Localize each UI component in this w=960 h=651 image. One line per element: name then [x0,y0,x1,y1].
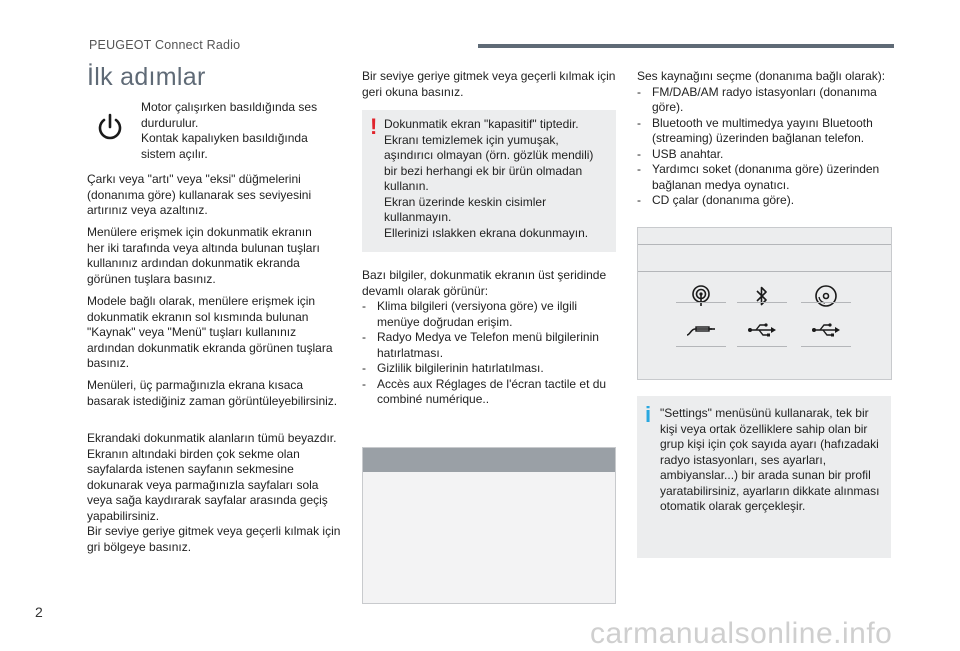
menus-paragraph: Menülere erişmek için dokunmatik ekranın her iki tarafında veya altında bulunan tuşları kullanınız ardından dokunmatik ekranda görünen tuşlara basınız. [87,225,320,286]
list-item: - FM/DAB/AM radyo istasyonları (donanıma göre). [637,85,899,116]
page-number: 2 [35,604,43,620]
power-icon [95,112,125,142]
screen-divider [638,271,891,272]
list-item: - Accès aux Réglages de l'écran tactile et du combiné numérique.. [362,377,624,408]
icon-underline [737,302,787,303]
page-title: İlk adımlar [87,63,206,91]
watermark: carmanualsonline.info [590,617,893,650]
power-text: Motor çalışırken basıldığında ses durdurulur. Kontak kapalıyken basıldığında sistem açılır. [141,100,318,161]
warning-icon: ! [370,114,378,139]
source-screen-illustration [637,227,892,380]
list-item: - Radyo Medya ve Telefon menü bilgilerinin hatırlatması. [362,330,624,361]
warning-text: Dokunmatik ekran "kapasitif" tiptedir. Ekranı temizlemek için yumuşak, aşındırıcı olmayan (örn. gözlük mendili) bir bezi herhangi ek bir ürün olmadan kullanın. Ekran üzerinde keskin cisimler kullanmayın. Ellerinizi ıslakken ekrana dokunmayın. [384,117,594,240]
list-item: - Bluetooth ve multimedya yayını Bluetooth (streaming) üzerinden bağlanan telefon. [637,116,899,147]
source-list [637,85,899,209]
status-bar-paragraph: Bazı bilgiler, dokunmatik ekranın üst şeridinde devamlı olarak görünür: - Klima bilgileri (versiyona göre) ve ilgili menüye doğrudan erişim. - Radyo Medya ve Telefon menü bilgilerinin hatırlatması. - Gizlilik bilgilerinin hatırlatılması. - Accès aux Réglages de l'écran tactile et du combiné numérique.. [362,268,624,408]
three-finger-paragraph: Menüleri, üç parmağınızla ekrana kısaca basarak istediğiniz zaman görüntüleyebilirsiniz. [87,378,338,408]
icon-underline [676,302,726,303]
header-rule [478,44,894,48]
list-item: - Gizlilik bilgilerinin hatırlatılması. [362,361,624,377]
list-item: - Yardımcı soket (donanıma göre) üzerinden bağlanan medya oynatıcı. [637,162,899,193]
aux-jack-icon[interactable] [681,310,721,350]
list-item: - Klima bilgileri (versiyona göre) ve ilgili menüye doğrudan erişim. [362,299,624,330]
gray-header-band [363,448,615,472]
back-arrow-paragraph: Bir seviye geriye gitmek veya geçerli kılmak için geri okuna basınız. [362,69,616,99]
volume-paragraph: Çarkı veya "artı" veya "eksi" düğmelerini (donanıma göre) kullanarak ses seviyesini artırınız veya azaltınız. [87,172,312,217]
icon-underline [801,346,851,347]
screen-illustration-placeholder [362,447,616,604]
screen-divider [638,244,891,245]
list-item: - CD çalar (donanıma göre). [637,193,899,209]
list-item: - USB anahtar. [637,147,899,163]
info-icon: i [645,402,652,427]
source-selection-paragraph: Ses kaynağını seçme (donanıma bağlı olarak): - FM/DAB/AM radyo istasyonları (donanıma göre). - Bluetooth ve multimedya yayını Bluetooth (streaming) üzerinden bağlanan telefon. - USB anahtar. - Yardımcı soket (donanıma göre) üzerinden bağlanan medya oynatıcı. - CD çalar (donanıma göre). [637,69,899,209]
usb-icon[interactable] [742,310,782,350]
info-text: "Settings" menüsünü kullanarak, tek bir kişi veya ortak özelliklere sahip olan bir grup kişi için çok sayıda ayarı (hafızadaki radyo istasyonları, ses ayarları, ambiyanslar...) bir arada sunan bir profil yaratabilirsiniz, ayarların dikkate alınması otomatik olarak gerçekleşir. [660,406,880,513]
source-menu-paragraph: Modele bağlı olarak, menülere erişmek için dokunmatik ekranın sol kısmında bulunan "Kaynak" veya "Menü" tuşları kullanınız ardından dokunmatik ekranda görünen tuşlara basınız. [87,294,333,370]
icon-underline [737,346,787,347]
icon-underline [801,302,851,303]
usb-icon[interactable] [806,310,846,350]
touch-zones-paragraph: Ekrandaki dokunmatik alanların tümü beyazdır. Ekranın altındaki birden çok sekme olan sayfalarda istenen sayfanın sekmesine dokunarak veya parmağınızla sayfaları sola veya sağa kaydırarak sayfalar arasında geçiş yapabilirsiniz. Bir seviye geriye gitmek veya geçerli kılmak için gri bölgeye basınız. [87,431,341,554]
status-bar-list [362,299,624,408]
running-header: PEUGEOT Connect Radio [89,38,241,52]
icon-underline [676,346,726,347]
